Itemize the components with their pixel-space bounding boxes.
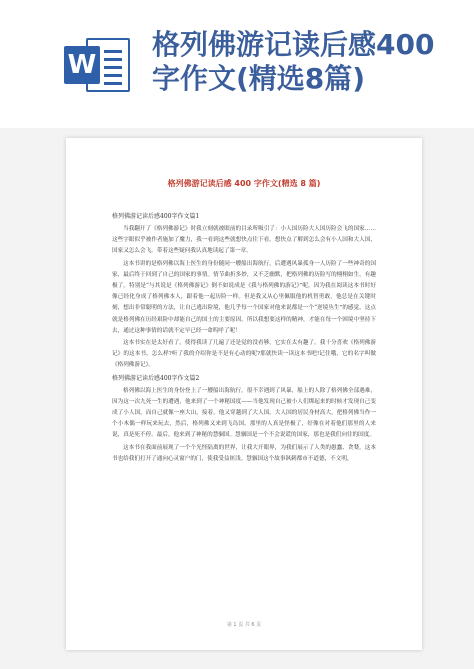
word-badge: W: [64, 46, 100, 84]
page-title: 格列佛游记读后感400字作文(精选8篇): [152, 28, 435, 95]
paragraph: 当我翻开了《格列佛游记》时我立刻就被眼前的目录所吸引了：小人国历险大人国历险会飞的国家……这些字眼似乎被作者施加了魔力，我一看到这些就想快点往下看。想快点了解到怎么会有小人国和大人国，国家又怎么会飞。带着这些疑问我认真地读起了第一章。: [112, 226, 376, 255]
paragraph: 这本书在我面前展现了一个个光怪陆离的世界，让我大开眼界，为我们展示了人类的愚蠢、贪婪。这本书也给我们打开了通向心灵窗户的门，使我受益匪浅。慧骃国这个故事讽刺都市不道德，不文明，: [112, 444, 376, 462]
header-banner: [0, 0, 474, 128]
paragraph: 格列佛以海上医生的身份登上了一艘船出海航行，很不幸遇到了风暴，船上的人除了格列佛全部遇难，因为这一次九死一生的遭遇，他来到了一个神秘国度——当他发现自己被小人们绑起来的时候才发现自己变成了小人国，而自己就像一座大山，接着，他又穿越到了大人国。大人国的居民身材高大，把格列佛当作一个小木偶一样玩来玩去，然后，格列佛又来到飞岛国，那里的人真是怪极了，好像在对着他们那里的人来说，真是死不停。最后，他来到了神秘的慧骃国。慧骃国是一个不会说谎的国家，那也是我们向往的国度。: [112, 387, 376, 439]
paragraph: 这本书讲的是格列佛以海上医生的身份随同一艘船出海航行，后遭遇风暴孤身一人历险了一些神奇的国家，最后终于回到了自己的国家的事情。情节曲折多妙，又不乏幽默，把格列佛的历险写的栩栩如生，有趣极了。特别是“与其说是《格列佛游记》倒不如说成是《我与格列佛的游记》”呢，因为我在阅读这本书时好像已经化身成了格列佛本人，跟着他一起历险一样。但是我又从心里佩服他的机智勇敢，他总是在关键时刻，想出非常聪明的方法，让自己逃出险境，他几乎每一个国家对他来说都是一个“逆境丛生”的感觉，这点就是格列佛在历经艰险中却能自己的国土的主要原因。所以我想要这样的精神，才能在每一个困境中坚持下去，通过这种事情的话就不定早已经一命呜呼了呢！: [112, 260, 376, 334]
word-document-icon: [64, 36, 130, 94]
paragraph: 这本书实在是太好看了，使得我读了几遍了还是觉的没看够，它实在太有趣了。我十分喜欢《格列佛游记》的这本书，怎么样?听了我的介绍你是不是有心动的呢?那就快读一读这本书吧!记住哦，它的名字叫做《格列佛游记》。: [112, 340, 376, 369]
section-heading-1: 格列佛游记读后感400字作文篇1: [112, 213, 200, 220]
document-body: [112, 178, 376, 466]
document-page: [66, 138, 422, 650]
section-heading-2: 格列佛游记读后感400字作文篇2: [112, 374, 200, 382]
document-title: 格列佛游记读后感 400 字作文(精选 8 篇): [167, 179, 321, 188]
page-number: 第 1 页 共 6 页: [226, 622, 262, 628]
